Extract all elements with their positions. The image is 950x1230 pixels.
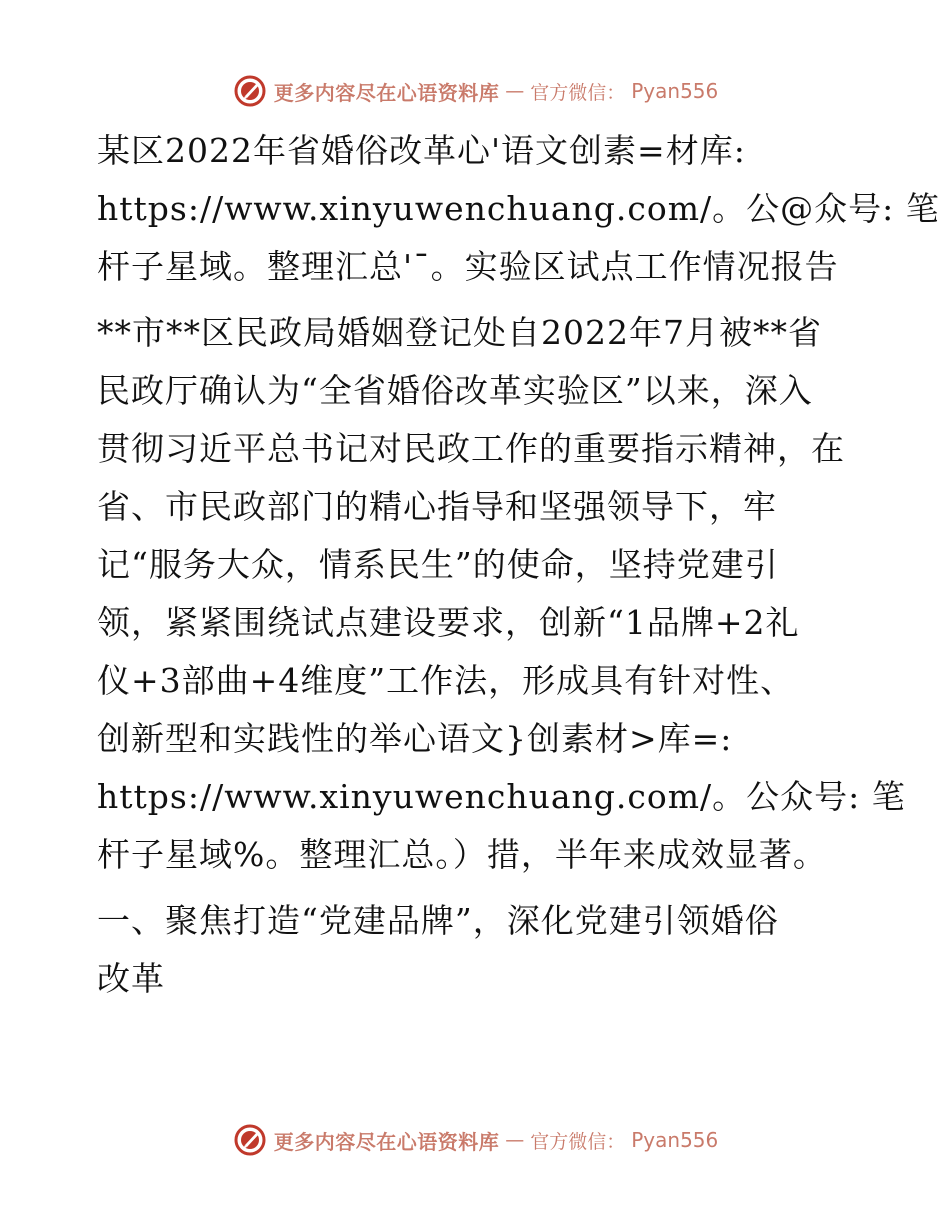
footer-watermark	[0, 1120, 950, 1160]
body-line: 杆子星域%。整理汇总。）措，半年来成效显著。	[97, 835, 827, 874]
body-line: 民政厅确认为“全省婚俗改革实验区”以来，深入	[97, 371, 813, 410]
title-line: 某区2022年省婚俗改革心'语文创素=材库:	[97, 131, 746, 170]
heading-line: 改革	[97, 959, 165, 998]
heading-line: 一、聚焦打造“党建品牌”，深化党建引领婚俗	[97, 901, 779, 940]
watermark-wechat-id: Pyan556	[631, 79, 719, 103]
watermark-text: 更多内容尽在心语资料库	[273, 1129, 500, 1154]
watermark-official-label: 官方微信：	[530, 81, 626, 104]
watermark-official-label: 官方微信：	[530, 1130, 626, 1153]
body-line: 省、市民政部门的精心指导和坚强领导下，牢	[97, 487, 777, 526]
watermark-dash: —	[505, 80, 525, 102]
document-title	[97, 122, 940, 296]
section-heading	[97, 892, 857, 1008]
body-line: 领，紧紧围绕试点建设要求，创新“1品牌+2礼	[97, 603, 800, 642]
body-line: 记“服务大众，情系民生”的使命，坚持党建引	[97, 545, 779, 584]
body-line: https://www.xinyuwenchuang.com/。公众号: 笔	[97, 777, 906, 816]
body-line: 贯彻习近平总书记对民政工作的重要指示精神，在	[97, 429, 845, 468]
watermark-text: 更多内容尽在心语资料库	[273, 80, 500, 105]
document-body	[97, 122, 940, 1008]
watermark-wechat-id: Pyan556	[631, 1128, 719, 1152]
body-line: **市**区民政局婚姻登记处自2022年7月被**省	[97, 313, 822, 352]
body-line: 仪+3部曲+4维度”工作法，形成具有针对性、	[97, 661, 795, 700]
title-line: 杆子星域。整理汇总'¯。实验区试点工作情况报告	[97, 247, 839, 286]
pen-logo-icon	[232, 1122, 268, 1158]
pen-logo-icon	[232, 73, 268, 109]
title-line: https://www.xinyuwenchuang.com/。公@众号: 笔	[97, 189, 940, 228]
watermark-dash: —	[505, 1129, 525, 1151]
body-paragraph	[97, 304, 906, 884]
body-line: 创新型和实践性的举心语文}创素材>库=:	[97, 719, 733, 758]
header-watermark	[0, 71, 950, 111]
